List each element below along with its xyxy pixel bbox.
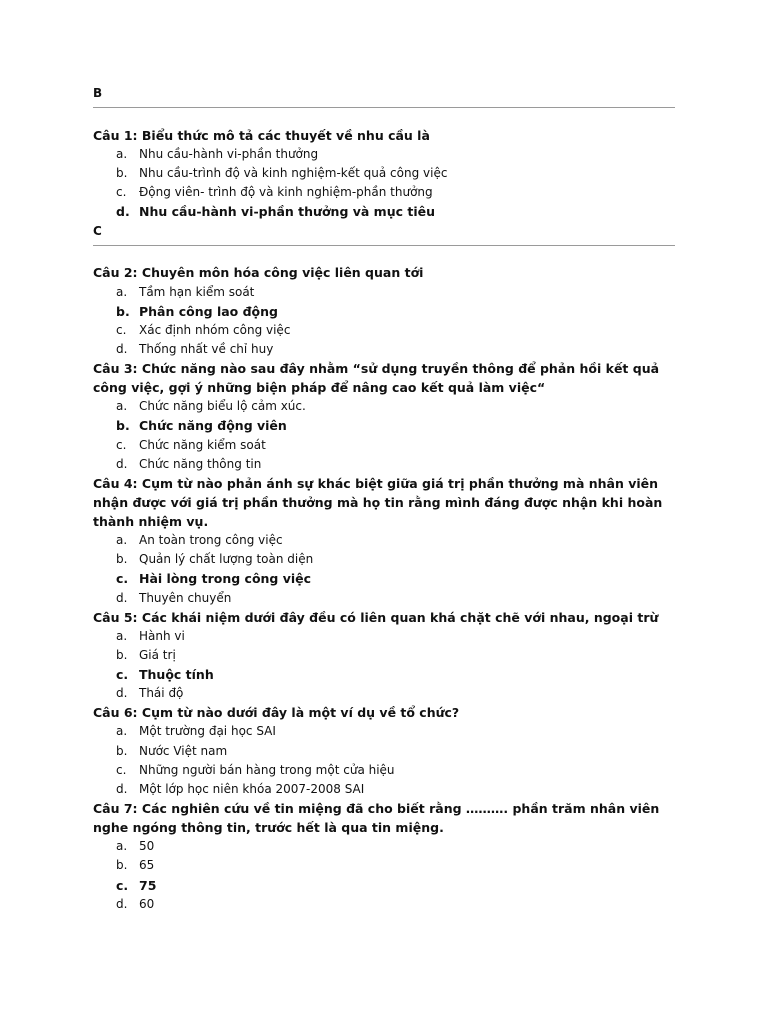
option-letter: a.	[116, 147, 128, 161]
option-text: Quản lý chất lượng toàn diện	[139, 552, 314, 566]
question-1-option-d-answer	[116, 202, 676, 221]
question-7-title: Câu 7: Các nghiên cứu về tin miệng đã cho biết rằng ………. phần trăm nhân viên nghe ngóng thông tin, trước hết là qua tin miệng.	[93, 801, 660, 835]
question-5-title: Câu 5: Các khái niệm dưới đây đều có liên quan khá chặt chẽ với nhau, ngoại trừ	[93, 610, 659, 625]
option-letter: a.	[116, 629, 128, 643]
option-text: Những người bán hàng trong một cửa hiệu	[139, 763, 395, 777]
option-letter: c.	[116, 185, 127, 199]
option-letter: b.	[116, 648, 128, 662]
option-text: Thuộc tính	[139, 667, 214, 682]
question-6-option-d	[116, 780, 676, 799]
question-6-option-a	[116, 722, 676, 741]
option-text: Xác định nhóm công việc	[139, 323, 291, 337]
option-letter: d.	[116, 897, 128, 911]
option-letter: a.	[116, 533, 128, 547]
question-5-option-a	[116, 627, 676, 646]
option-text: Chức năng thông tin	[139, 457, 262, 471]
option-letter: b.	[116, 418, 130, 433]
option-letter: d.	[116, 782, 128, 796]
question-1-option-b	[116, 164, 676, 183]
option-text: Giá trị	[139, 648, 176, 662]
question-7-option-a	[116, 837, 676, 856]
option-text: 65	[139, 858, 155, 872]
option-text: 60	[139, 897, 155, 911]
question-3-title: Câu 3: Chức năng nào sau đây nhằm “sử dụng truyền thông để phản hồi kết quả công việc, gợi ý những biện pháp để nâng cao kết quả làm việc“	[93, 361, 660, 395]
question-6-option-c	[116, 761, 676, 780]
question-3-option-c	[116, 436, 676, 455]
option-text: Chức năng biểu lộ cảm xúc.	[139, 399, 306, 413]
option-letter: c.	[116, 878, 129, 893]
question-1-title: Câu 1: Biểu thức mô tả các thuyết về nhu cầu là	[93, 128, 430, 143]
option-text: 75	[139, 878, 157, 893]
option-text: Hành vi	[139, 629, 185, 643]
option-text: Tầm hạn kiểm soát	[139, 285, 255, 299]
question-7-option-b	[116, 856, 676, 875]
option-letter: b.	[116, 744, 128, 758]
option-text: An toàn trong công việc	[139, 533, 283, 547]
option-text: Thái độ	[139, 686, 184, 700]
option-text: Nhu cầu-hành vi-phần thưởng và mục tiêu	[139, 204, 435, 219]
option-text: Một lớp học niên khóa 2007-2008 SAI	[139, 782, 365, 796]
section-heading-c: C	[93, 224, 102, 238]
question-4-title: Câu 4: Cụm từ nào phản ánh sự khác biệt giữa giá trị phần thưởng mà nhân viên nhận được với giá trị phần thưởng mà họ tin rằng mình đáng được nhận khi hoàn thành nhiệm vụ.	[93, 476, 663, 529]
option-text: Thuyên chuyển	[139, 591, 232, 605]
question-4-option-c-answer	[116, 569, 676, 588]
divider-line	[93, 245, 675, 246]
question-1-option-a	[116, 145, 676, 164]
option-letter: d.	[116, 204, 130, 219]
question-4-option-d	[116, 589, 676, 608]
question-2-title: Câu 2: Chuyên môn hóa công việc liên quan tới	[93, 265, 424, 280]
option-text: Một trường đại học SAI	[139, 724, 276, 738]
option-text: Nước Việt nam	[139, 744, 228, 758]
option-letter: c.	[116, 438, 127, 452]
question-3-option-a	[116, 397, 676, 416]
option-letter: c.	[116, 667, 129, 682]
question-1-option-c	[116, 183, 676, 202]
option-letter: c.	[116, 323, 127, 337]
option-letter: d.	[116, 686, 128, 700]
option-text: Nhu cầu-trình độ và kinh nghiệm-kết quả công việc	[139, 166, 448, 180]
option-text: Nhu cầu-hành vi-phần thưởng	[139, 147, 319, 161]
option-text: Thống nhất về chỉ huy	[139, 342, 274, 356]
option-letter: c.	[116, 763, 127, 777]
option-text: 50	[139, 839, 155, 853]
option-letter: c.	[116, 571, 129, 586]
question-3-option-d	[116, 455, 676, 474]
option-text: Chức năng động viên	[139, 418, 287, 433]
option-text: Phân công lao động	[139, 304, 278, 319]
question-5-option-b	[116, 646, 676, 665]
question-3-option-b-answer	[116, 416, 676, 435]
question-7-option-d	[116, 895, 676, 914]
option-text: Động viên- trình độ và kinh nghiệm-phần thưởng	[139, 185, 433, 199]
option-letter: b.	[116, 552, 128, 566]
option-letter: b.	[116, 858, 128, 872]
option-letter: a.	[116, 285, 128, 299]
option-letter: d.	[116, 342, 128, 356]
question-6-title: Câu 6: Cụm từ nào dưới đây là một ví dụ về tổ chức?	[93, 705, 460, 720]
divider-line	[93, 107, 675, 108]
question-5-option-d	[116, 684, 676, 703]
option-letter: d.	[116, 591, 128, 605]
question-5-option-c-answer	[116, 665, 676, 684]
section-heading-b: B	[93, 86, 103, 100]
option-text: Hài lòng trong công việc	[139, 571, 312, 586]
option-letter: a.	[116, 724, 128, 738]
option-letter: a.	[116, 399, 128, 413]
option-letter: d.	[116, 457, 128, 471]
question-4-option-a	[116, 531, 676, 550]
question-2-option-a	[116, 283, 676, 302]
option-letter: b.	[116, 304, 130, 319]
question-7-option-c-answer	[116, 876, 676, 895]
question-2-option-c	[116, 321, 676, 340]
option-letter: a.	[116, 839, 128, 853]
question-6-option-b	[116, 742, 676, 761]
question-2-option-d	[116, 340, 676, 359]
question-2-option-b-answer	[116, 302, 676, 321]
option-text: Chức năng kiểm soát	[139, 438, 266, 452]
option-letter: b.	[116, 166, 128, 180]
question-4-option-b	[116, 550, 676, 569]
